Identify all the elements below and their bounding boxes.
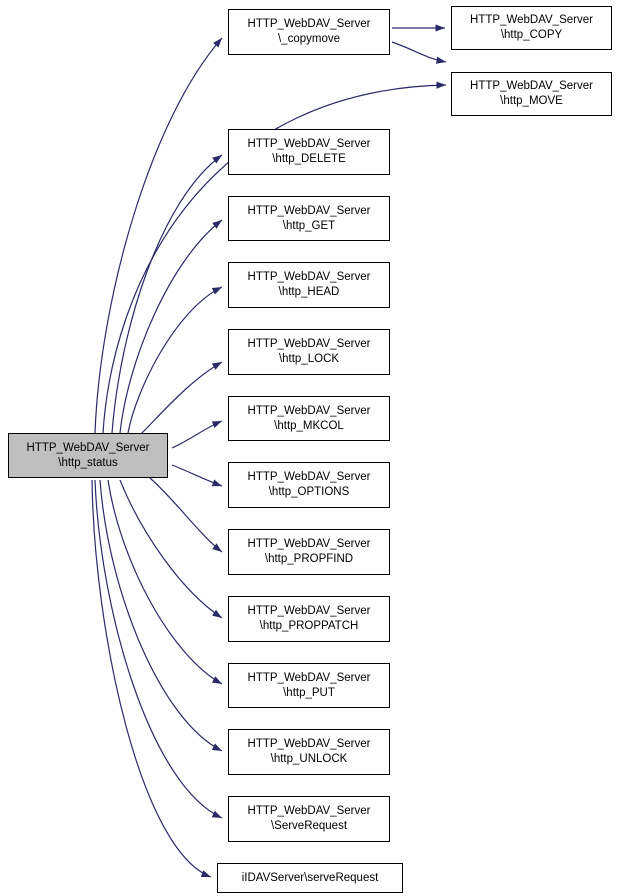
node-line-1: HTTP_WebDAV_Server bbox=[26, 441, 150, 454]
edge-to-http-mkcol bbox=[172, 421, 222, 448]
node-copymove[interactable] bbox=[228, 9, 390, 55]
node-line-1: HTTP_WebDAV_Server bbox=[247, 738, 371, 750]
edge-to-http-propfind bbox=[150, 478, 222, 552]
edge-to-http-options bbox=[172, 465, 222, 486]
node-http-get[interactable] bbox=[228, 196, 390, 241]
node-line-2: \http_DELETE bbox=[272, 153, 346, 165]
node-line-1: HTTP_WebDAV_Server bbox=[470, 80, 593, 92]
node-line-2: \http_GET bbox=[282, 219, 336, 232]
edge-copymove-to-move bbox=[392, 42, 446, 62]
edge-to-serverequest bbox=[95, 480, 222, 818]
node-line-2: \_copymove bbox=[277, 33, 340, 45]
node-line-2: \http_OPTIONS bbox=[268, 486, 350, 498]
node-http-lock[interactable] bbox=[228, 329, 390, 375]
node-line-1: HTTP_WebDAV_Server bbox=[247, 404, 371, 417]
node-http-move[interactable] bbox=[451, 72, 612, 116]
edge-to-http-lock bbox=[140, 362, 222, 435]
node-line-2: \http_HEAD bbox=[278, 286, 340, 298]
node-line-1: HTTP_WebDAV_Server bbox=[247, 138, 371, 150]
node-iidavserver-serverequest[interactable] bbox=[217, 863, 403, 893]
edge-to-http-get bbox=[120, 220, 222, 433]
node-http-propfind[interactable] bbox=[228, 529, 390, 575]
node-http-copy[interactable] bbox=[451, 6, 612, 50]
edge-to-http-put bbox=[108, 480, 222, 684]
node-line-1: iIDAVServer\serveRequest bbox=[241, 871, 379, 884]
node-serverequest[interactable] bbox=[228, 796, 390, 842]
edge-to-iidavserver bbox=[92, 480, 211, 877]
edge-to-copymove bbox=[95, 38, 222, 433]
node-http-delete[interactable] bbox=[228, 129, 390, 175]
node-line-2: \http_PROPPATCH bbox=[259, 620, 359, 632]
edge-to-http-head bbox=[128, 287, 222, 433]
node-http-status[interactable] bbox=[8, 433, 168, 478]
node-line-2: \http_PUT bbox=[283, 686, 335, 699]
node-line-2: \http_PROPFIND bbox=[264, 553, 354, 565]
node-line-1: HTTP_WebDAV_Server bbox=[247, 338, 371, 350]
node-http-options[interactable] bbox=[228, 462, 390, 508]
node-line-1: HTTP_WebDAV_Server bbox=[470, 14, 593, 26]
node-line-1: HTTP_WebDAV_Server bbox=[247, 538, 371, 550]
node-http-proppatch[interactable] bbox=[228, 596, 390, 642]
node-http-head[interactable] bbox=[228, 262, 390, 308]
node-line-1: HTTP_WebDAV_Server bbox=[247, 471, 371, 483]
node-line-1: HTTP_WebDAV_Server bbox=[247, 271, 371, 283]
node-http-mkcol[interactable] bbox=[228, 396, 390, 441]
node-http-unlock[interactable] bbox=[228, 729, 390, 775]
node-line-2: \http_status bbox=[58, 456, 118, 469]
node-line-2: \http_MKCOL bbox=[274, 419, 344, 432]
edge-to-http-delete bbox=[112, 155, 222, 433]
node-line-2: \http_UNLOCK bbox=[270, 753, 348, 765]
node-line-1: HTTP_WebDAV_Server bbox=[247, 18, 371, 30]
node-line-1: HTTP_WebDAV_Server bbox=[247, 204, 371, 217]
node-line-2: \http_COPY bbox=[500, 29, 563, 41]
node-line-1: HTTP_WebDAV_Server bbox=[247, 605, 371, 617]
edge-to-http-proppatch bbox=[120, 480, 222, 618]
edge-to-http-unlock bbox=[100, 480, 222, 751]
node-line-1: HTTP_WebDAV_Server bbox=[247, 805, 371, 817]
node-http-put[interactable] bbox=[228, 663, 390, 708]
node-line-2: \http_LOCK bbox=[278, 353, 340, 365]
node-line-1: HTTP_WebDAV_Server bbox=[247, 671, 371, 684]
node-line-2: \ServeRequest bbox=[270, 820, 348, 832]
node-line-2: \http_MOVE bbox=[500, 95, 563, 107]
